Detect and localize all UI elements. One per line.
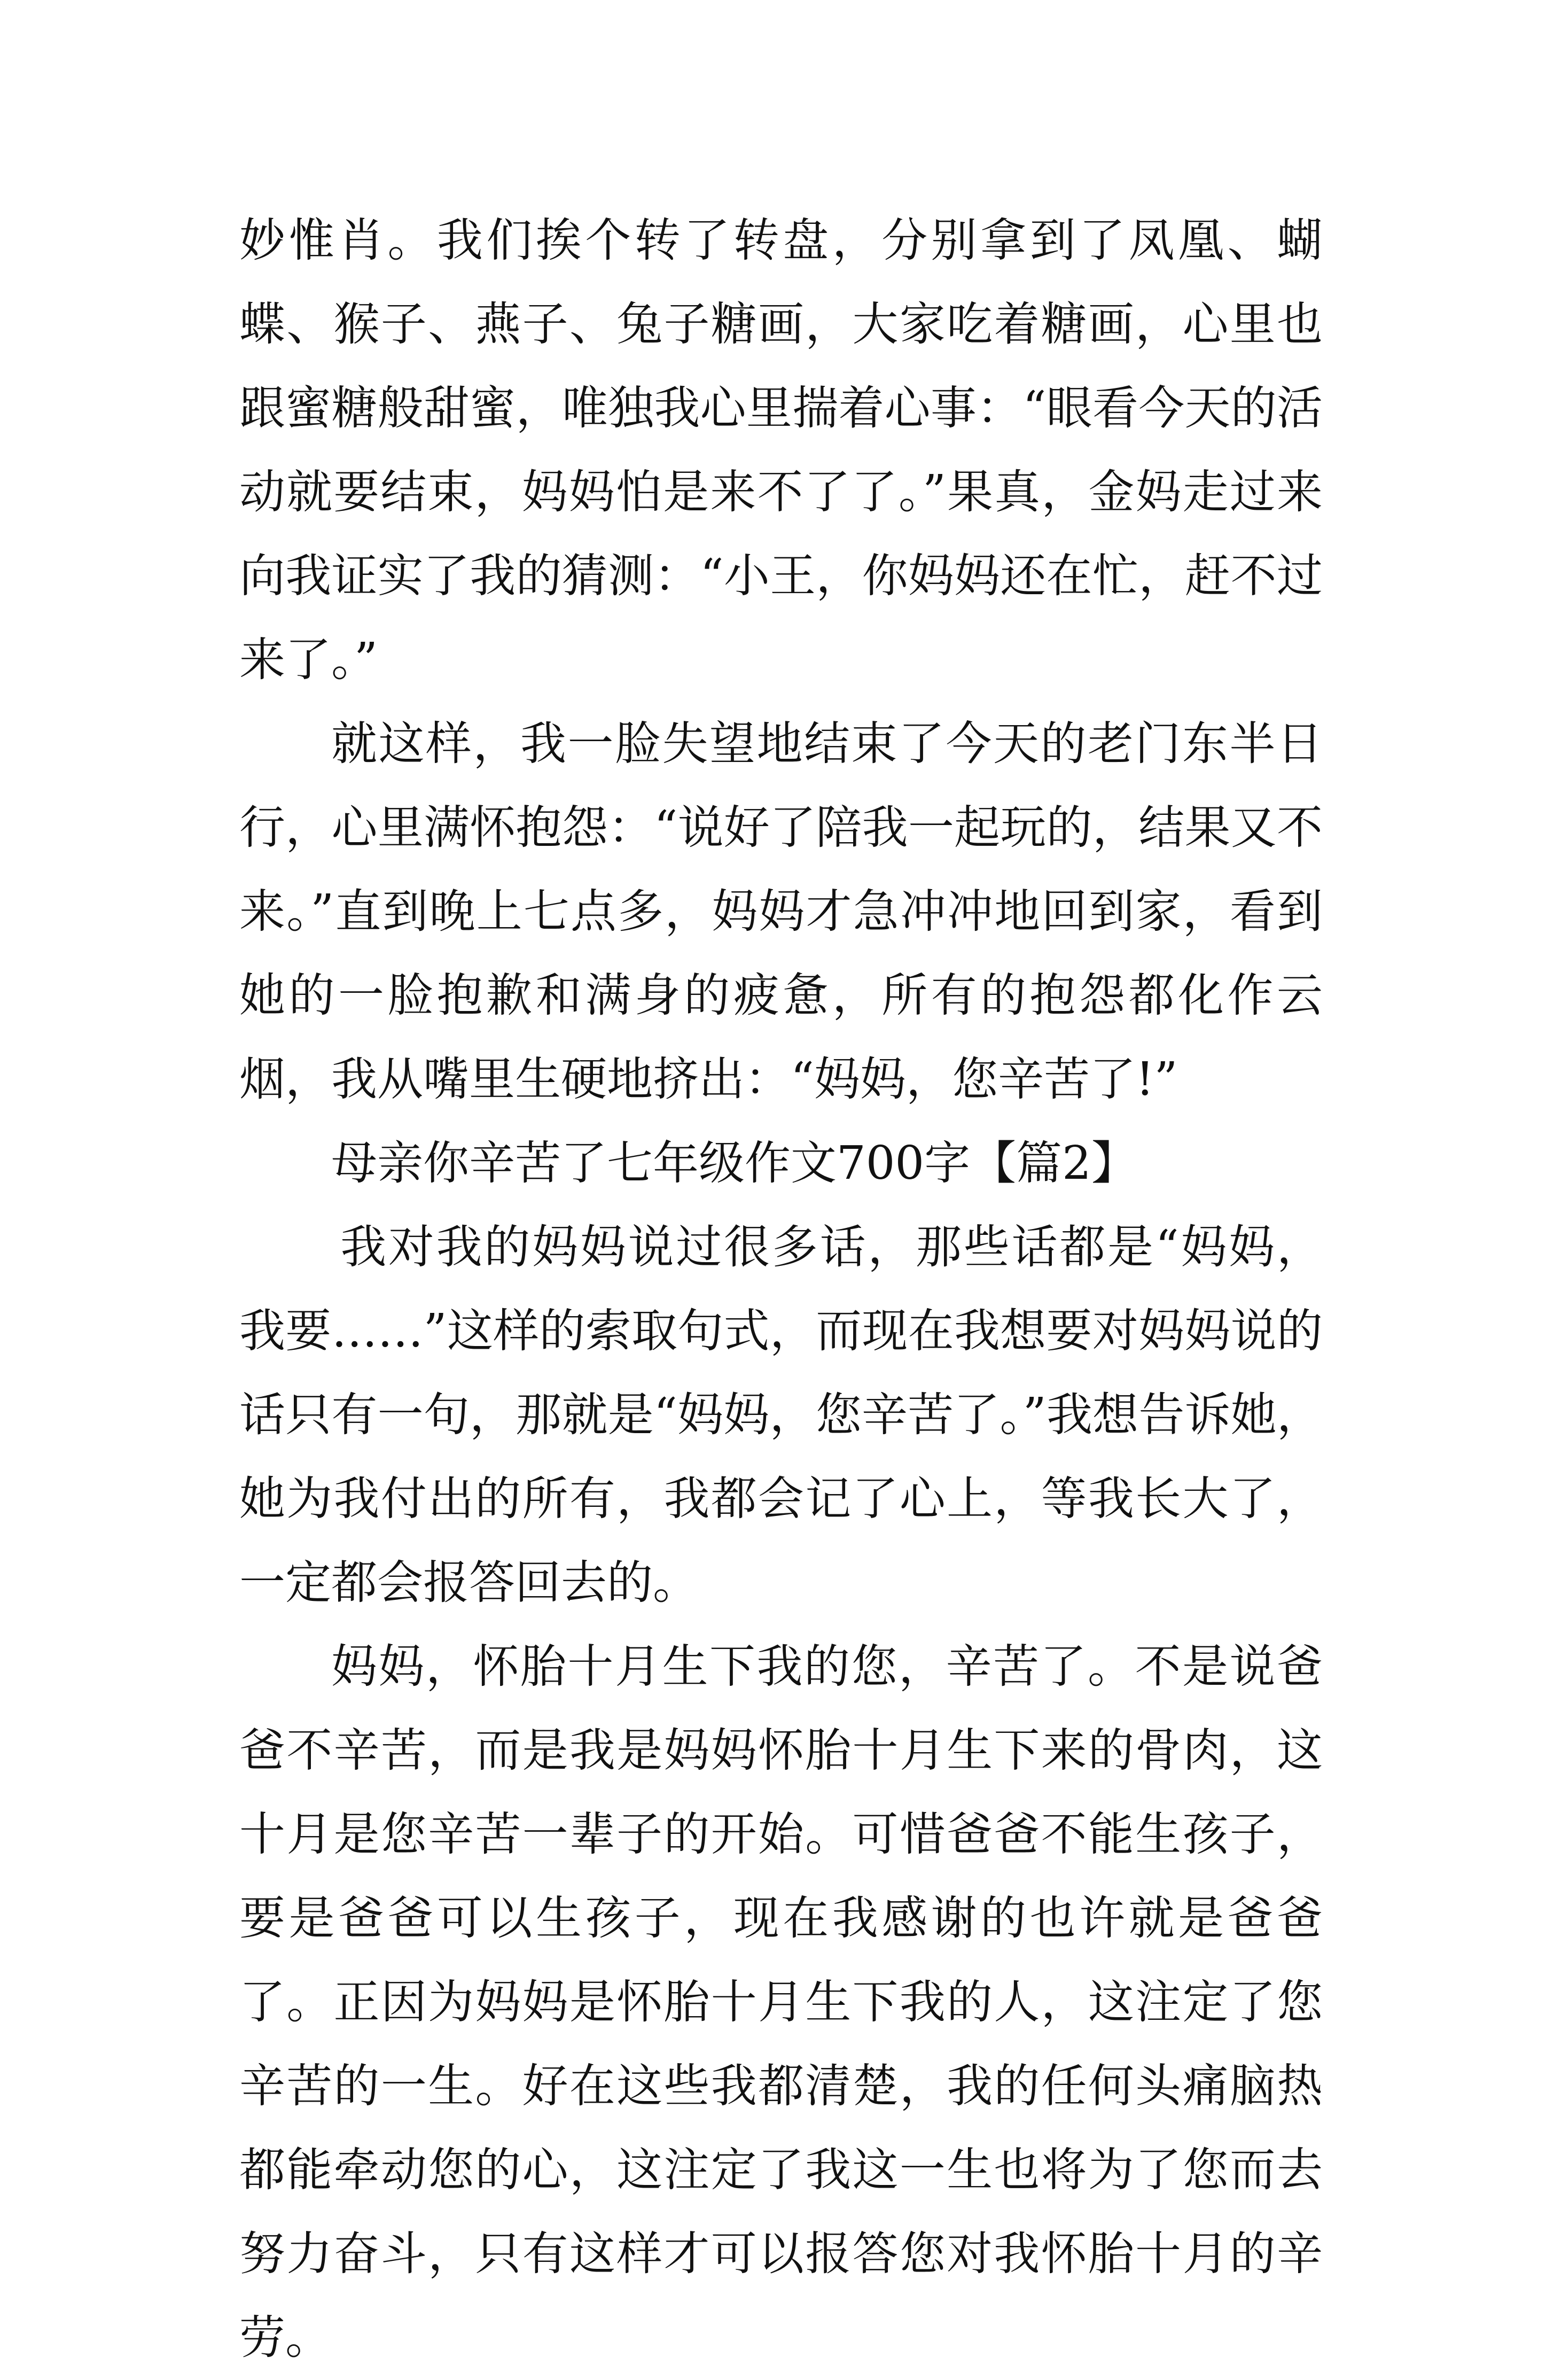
paragraph: 我对我的妈妈说过很多话，那些话都是“妈妈，我要……”这样的索取句式，而现在我想要对妈妈说的话只有一句，那就是“妈妈，您辛苦了。”我想告诉她，她为我付出的所有，我都会记了心上，等我长大了，一定都会报答回去的。 — [239, 1220, 1323, 1609]
paragraph: 妈妈，怀胎十月生下我的您，辛苦了。不是说爸爸不辛苦，而是我是妈妈怀胎十月生下来的骨肉，这十月是您辛苦一辈子的开始。可惜爸爸不能生孩子，要是爸爸可以生孩子，现在我感谢的也许就是爸爸了。正因为妈妈是怀胎十月生下我的人，这注定了您辛苦的一生。好在这些我都清楚，我的任何头痛脑热都能牵动您的心，这注定了我这一生也将为了您而去努力奋斗，只有这样才可以报答您对我怀胎十月的辛劳。 — [239, 1640, 1323, 2365]
section-heading: 母亲你辛苦了七年级作文700字【篇2】 — [331, 1137, 1137, 1190]
document-body — [239, 199, 1323, 2380]
paragraph: 就这样，我一脸失望地结束了今天的老门东半日行，心里满怀抱怨：“说好了陪我一起玩的，结果又不来。”直到晚上七点多，妈妈才急冲冲地回到家，看到她的一脸抱歉和满身的疲惫，所有的抱怨都化作云烟，我从嘴里生硬地挤出：“妈妈，您辛苦了!” — [239, 717, 1323, 1106]
paragraph-continuation: 妙惟肖。我们挨个转了转盘，分别拿到了凤凰、蝴蝶、猴子、燕子、兔子糖画，大家吃着糖画，心里也跟蜜糖般甜蜜，唯独我心里揣着心事：“眼看今天的活动就要结束，妈妈怕是来不了了。”果真，金妈走过来向我证实了我的猜测：“小王，你妈妈还在忙，赶不过来了。” — [239, 214, 1323, 687]
